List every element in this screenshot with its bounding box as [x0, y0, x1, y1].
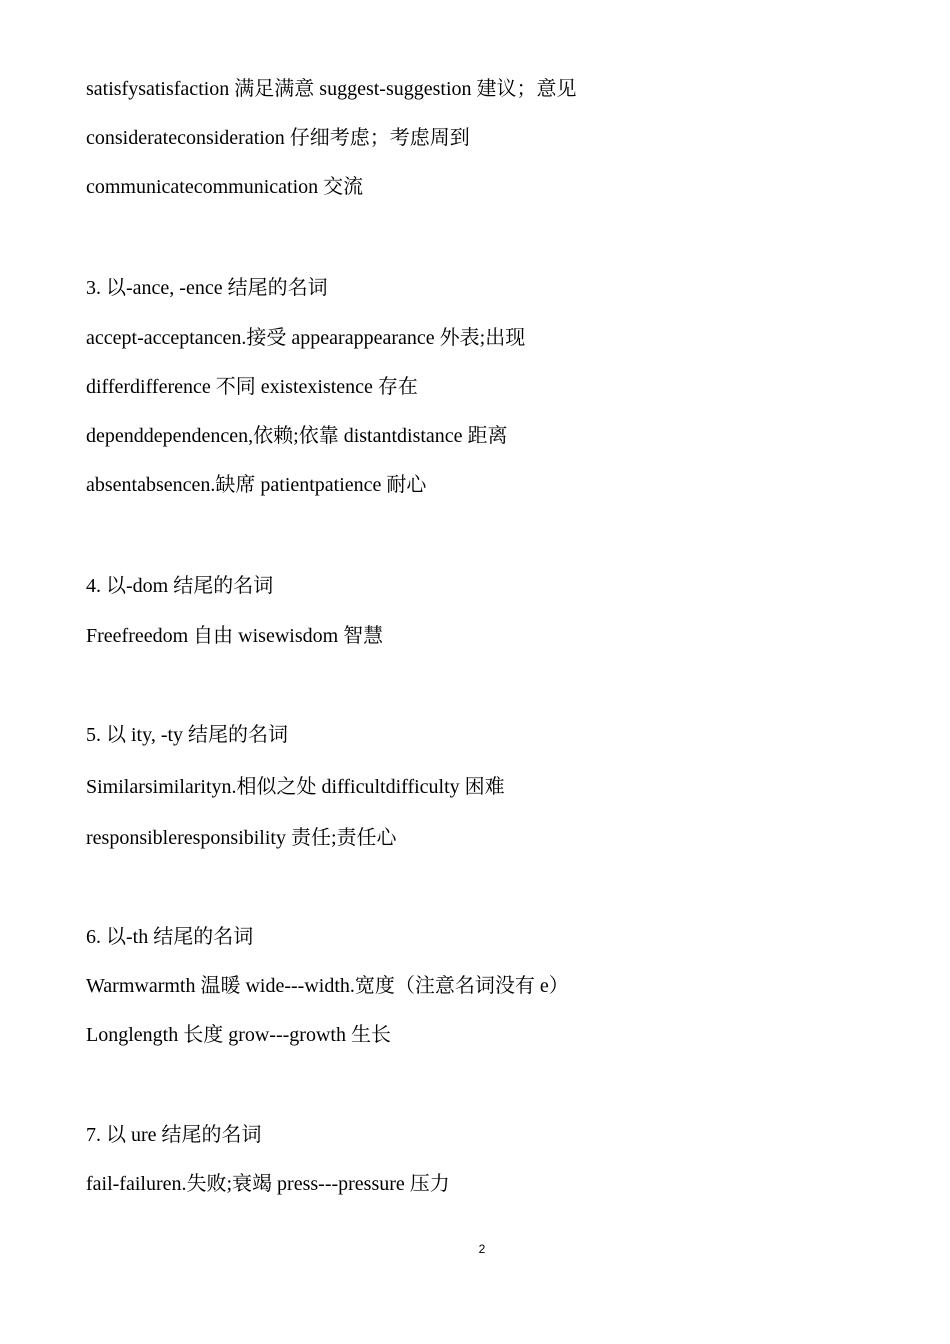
- vocab-line-communication: communicatecommunication 交流: [86, 176, 364, 198]
- section-heading-ity-ty: 5. 以 ity, -ty 结尾的名词: [86, 724, 289, 746]
- vocab-line-warmth: Warmwarmth 温暖 wide---width.宽度（注意名词没有 e）: [86, 975, 569, 997]
- section-heading-dom: 4. 以-dom 结尾的名词: [86, 575, 274, 597]
- section-heading-ance-ence: 3. 以-ance, -ence 结尾的名词: [86, 277, 328, 299]
- vocab-line-length: Longlength 长度 grow---growth 生长: [86, 1024, 391, 1046]
- vocab-line-similarity: Similarsimilarityn.相似之处 difficultdifficulty 困难: [86, 776, 505, 798]
- vocab-line-freedom: Freefreedom 自由 wisewisdom 智慧: [86, 625, 384, 647]
- vocab-line-responsibility: responsibleresponsibility 责任;责任心: [86, 827, 397, 849]
- vocab-line-difference: differdifference 不同 existexistence 存在: [86, 376, 418, 398]
- section-heading-ure: 7. 以 ure 结尾的名词: [86, 1124, 262, 1146]
- vocab-line-failure: fail-failuren.失败;衰竭 press---pressure 压力: [86, 1173, 450, 1195]
- vocab-line-satisfaction: satisfysatisfaction 满足满意 suggest-suggestion 建议；意见: [86, 78, 577, 100]
- vocab-line-acceptance: accept-acceptancen.接受 appearappearance 外表;出现: [86, 327, 526, 349]
- section-heading-th: 6. 以-th 结尾的名词: [86, 926, 254, 948]
- vocab-line-dependence: dependdependencen,依赖;依靠 distantdistance 距离: [86, 425, 508, 447]
- vocab-line-consideration: considerateconsideration 仔细考虑；考虑周到: [86, 127, 470, 149]
- vocab-line-absence: absentabsencen.缺席 patientpatience 耐心: [86, 474, 427, 496]
- page-number: 2: [478, 1242, 486, 1256]
